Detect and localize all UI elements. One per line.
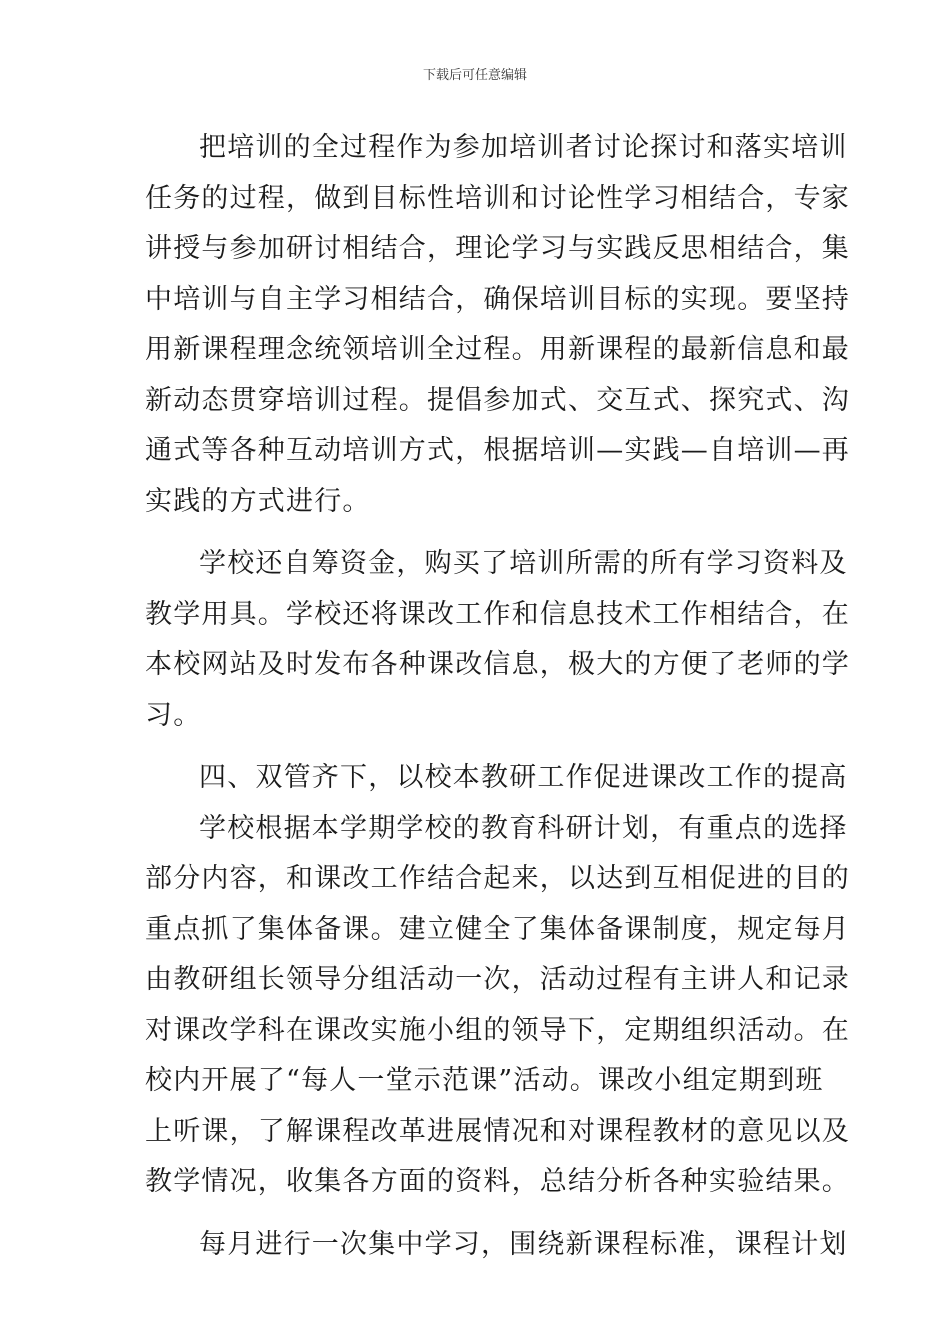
text-line: 新动态贯穿培训过程。提倡参加式、交互式、探究式、沟 bbox=[145, 384, 850, 416]
document-body bbox=[145, 123, 850, 1270]
text-line: 实践的方式进行。 bbox=[145, 485, 371, 517]
text-line: 每月进行一次集中学习，围绕新课程标准，课程计划 bbox=[199, 1228, 848, 1260]
paragraph-monthly-study bbox=[145, 1220, 848, 1271]
text-line: 习。 bbox=[145, 699, 202, 731]
page-header: 下载后可任意编辑 bbox=[422, 68, 527, 83]
heading-line: 四、双管齐下，以校本教研工作促进课改工作的提高 bbox=[199, 762, 848, 793]
paragraph-training-process bbox=[145, 123, 850, 527]
text-line: 中培训与自主学习相结合，确保培训目标的实现。要坚持 bbox=[145, 283, 850, 315]
text-line: 学校根据本学期学校的教育科研计划，有重点的选择 bbox=[199, 812, 848, 844]
text-line: 教学情况，收集各方面的资料，总结分析各种实验结果。 bbox=[145, 1166, 850, 1197]
text-line: 任务的过程，做到目标性培训和讨论性学习相结合，专家 bbox=[145, 182, 850, 214]
text-line: 重点抓了集体备课。建立健全了集体备课制度，规定每月 bbox=[145, 913, 850, 945]
text-line: 讲授与参加研讨相结合，理论学习与实践反思相结合，集 bbox=[145, 233, 850, 264]
text-line: 部分内容，和课改工作结合起来，以达到互相促进的目的 bbox=[145, 863, 850, 894]
text-line: 对课改学科在课改实施小组的领导下，定期组织活动。在 bbox=[145, 1014, 850, 1046]
section-heading bbox=[145, 753, 848, 804]
text-line: 用新课程理念统领培训全过程。用新课程的最新信息和最 bbox=[145, 334, 850, 365]
text-line: 学校还自筹资金，购买了培训所需的所有学习资料及 bbox=[199, 548, 848, 579]
text-line: 教学用具。学校还将课改工作和信息技术工作相结合，在 bbox=[145, 598, 850, 630]
text-line: 校内开展了“每人一堂示范课”活动。课改小组定期到班 bbox=[145, 1065, 824, 1096]
text-line: 上听课，了解课程改革进展情况和对课程教材的意见以及 bbox=[145, 1115, 850, 1147]
paragraph-funding bbox=[145, 539, 850, 741]
paragraph-school-research bbox=[145, 804, 850, 1208]
text-line: 本校网站及时发布各种课改信息，极大的方便了老师的学 bbox=[145, 649, 850, 680]
text-line: 把培训的全过程作为参加培训者讨论探讨和落实培训 bbox=[199, 132, 848, 163]
text-line: 通式等各种互动培训方式，根据培训—实践—自培训—再 bbox=[145, 435, 850, 466]
text-line: 由教研组长领导分组活动一次，活动过程有主讲人和记录 bbox=[145, 964, 850, 995]
